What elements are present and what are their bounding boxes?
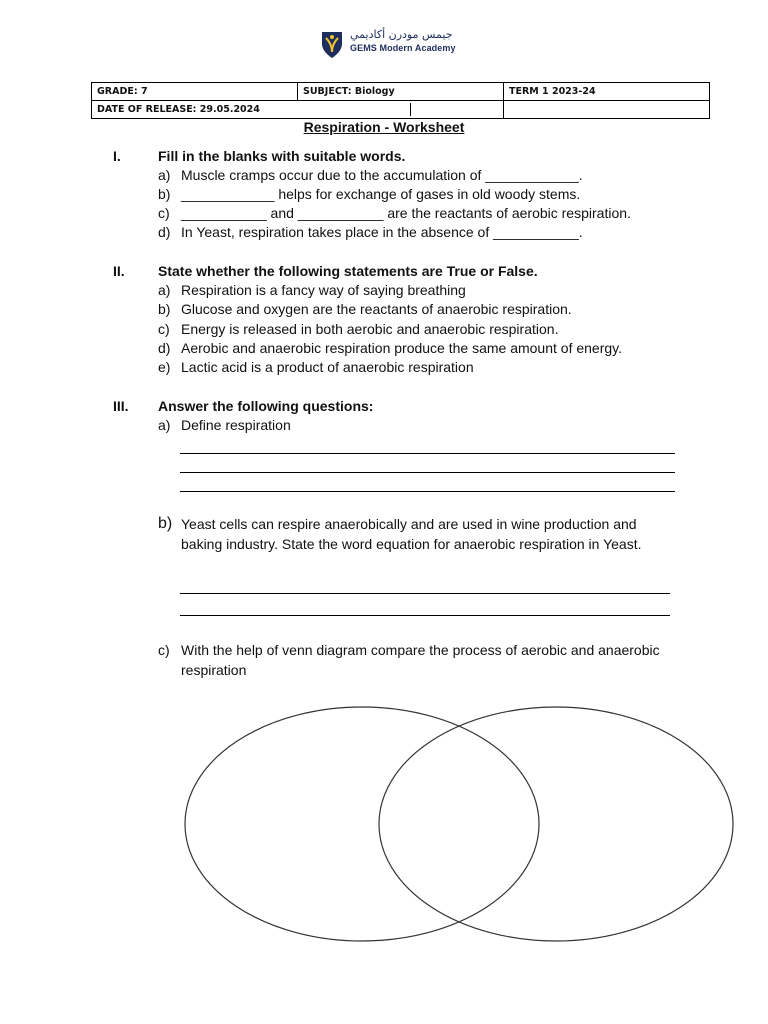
term-cell: TERM 1 2023-24 bbox=[504, 83, 710, 101]
question-b-label: b) bbox=[158, 515, 173, 532]
section-numeral: III. bbox=[113, 398, 129, 414]
section-numeral: II. bbox=[113, 263, 125, 279]
grade-cell: GRADE: 7 bbox=[92, 83, 298, 101]
list-item: b) ____________ helps for exchange of gases in old woody stems. bbox=[158, 186, 581, 202]
list-item: d) In Yeast, respiration takes place in the absence of ___________. bbox=[158, 224, 583, 240]
list-item: a) Muscle cramps occur due to the accumulation of ____________. bbox=[158, 167, 583, 183]
section-heading: Answer the following questions: bbox=[158, 398, 374, 414]
list-item: b) Glucose and oxygen are the reactants of anaerobic respiration. bbox=[158, 301, 572, 317]
question-b-text: Yeast cells can respire anaerobically and are used in wine production and baking industry. State the word equation for anaerobic respiration in Yeast. bbox=[181, 516, 642, 552]
subject-cell: SUBJECT: Biology bbox=[298, 83, 504, 101]
venn-left-circle[interactable] bbox=[185, 707, 539, 941]
logo-arabic-text: جيمس مودرن أكاديمي bbox=[350, 28, 453, 41]
list-item: d) Aerobic and anaerobic respiration produce the same amount of energy. bbox=[158, 340, 623, 356]
list-item: c) Energy is released in both aerobic and anaerobic respiration. bbox=[158, 321, 559, 337]
section-numeral: I. bbox=[113, 148, 121, 164]
question-a: a) Define respiration bbox=[158, 417, 291, 433]
question-c-label: c) bbox=[158, 642, 170, 658]
logo-english-text: GEMS Modern Academy bbox=[350, 43, 456, 53]
list-item: a) Respiration is a fancy way of saying breathing bbox=[158, 282, 466, 298]
list-item: e) Lactic acid is a product of anaerobic respiration bbox=[158, 359, 474, 375]
list-item: c) ___________ and ___________ are the reactants of aerobic respiration. bbox=[158, 205, 631, 221]
section-heading: State whether the following statements are True or False. bbox=[158, 263, 538, 279]
release-date-cell: DATE OF RELEASE: 29.05.2024 bbox=[92, 103, 411, 116]
worksheet-title: Respiration - Worksheet bbox=[303, 119, 465, 135]
section-heading: Fill in the blanks with suitable words. bbox=[158, 148, 406, 164]
venn-right-circle[interactable] bbox=[379, 707, 733, 941]
question-c-text: With the help of venn diagram compare the process of aerobic and anaerobic respiration bbox=[181, 642, 660, 678]
